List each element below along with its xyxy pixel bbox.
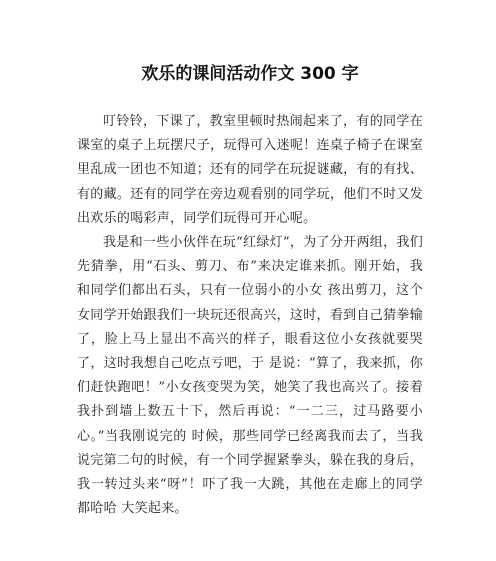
document-title: 欢乐的课间活动作文 300 字 <box>141 64 359 84</box>
paragraph-2: 我是和一些小伙伴在玩“红绿灯”，为了分开两组，我们先猜拳，用“石头、剪刀、布”来决定谁来抓。刚开始，我和同学们都出石头，只有一位弱小的小女 孩出剪刀，这个女同学开始跟我们一块玩还很高兴，这时，看到自己猜拳输了，脸上马上显出不高兴的样子，眼看这位小女孩就要哭了，这时我想自己吃点亏吧，于 是说：“算了，我来抓，你们赶快跑吧！”小女孩变哭为笑，她笑了我也高兴了。接着我扑到墙上数五十下，然后再说：“一二三，过马路要小心。”当我刚说完的 时候，那些同学已经离我而去了，当我说完第二句的时候，有一个同学握紧拳头，躲在我的身后，我一转过头来“呀”！吓了我一大跳，其他在走廊上的同学都哈哈 大笑起来。 <box>77 235 423 517</box>
bottom-fade <box>0 549 496 561</box>
paragraph-1: 叮铃铃，下课了，教室里顿时热闹起来了，有的同学在课室的桌子上玩摆尺子，玩得可入迷呢！连桌子椅子在课室里乱成一团也不知道；还有的同学在玩捉谜藏，有的有找、有的藏。还有的同学在旁边观看别的同学玩，他们不时又发出欢乐的喝彩声，同学们玩得可开心呢。 <box>77 114 423 226</box>
